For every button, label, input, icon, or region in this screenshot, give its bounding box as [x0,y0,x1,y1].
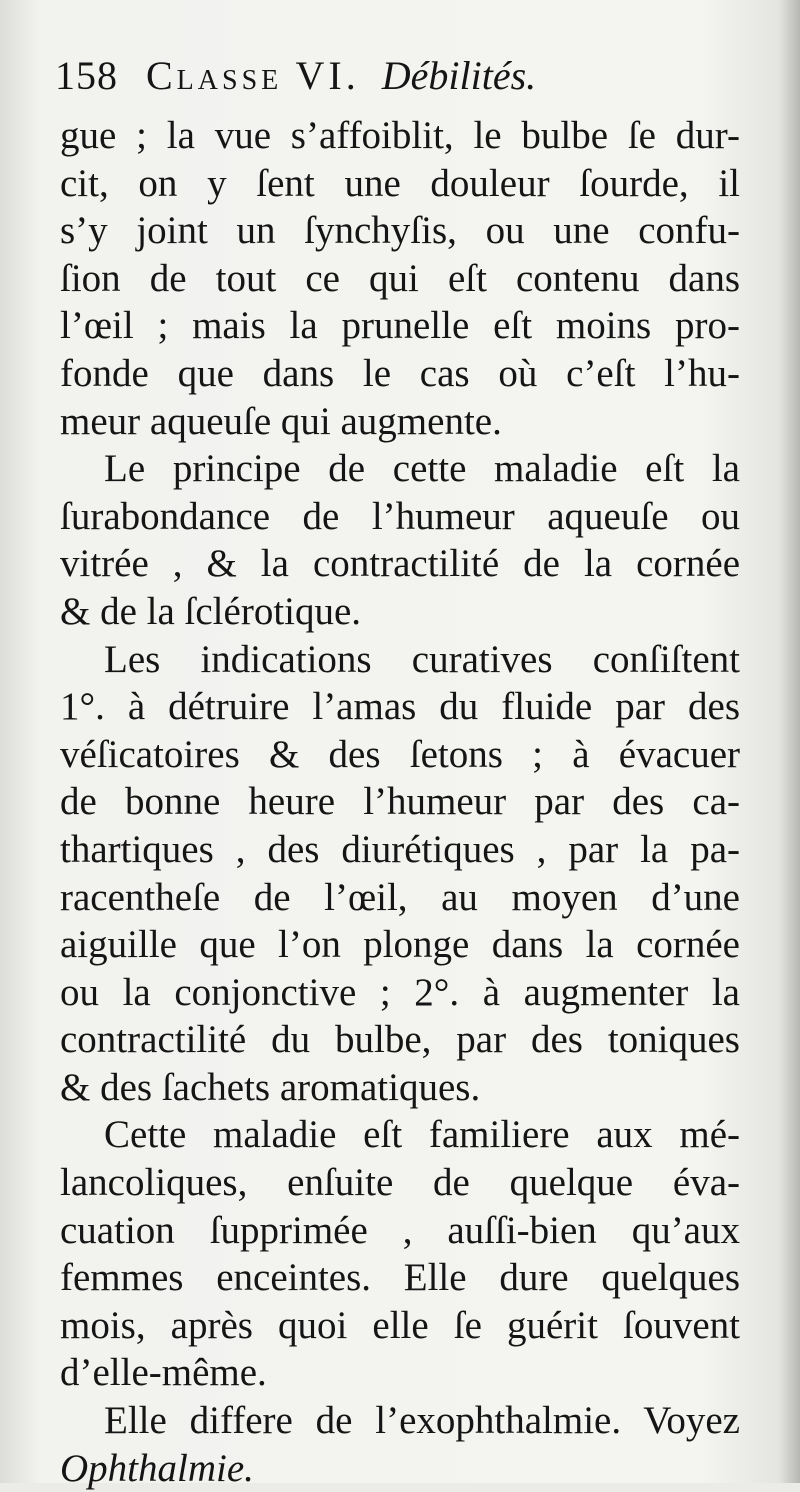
text-line: & des ſachets aromatiques. [60,1065,481,1109]
text-line: & de la ſclérotique. [60,589,362,633]
running-header [55,48,745,104]
text-line: thartiques , des diurétiques , par la pa- [60,827,740,871]
text-line: lancoliques, enſuite de quelque éva- [60,1161,740,1205]
text-line: ſurabondance de l’humeur aqueuſe ou [60,494,740,538]
text-line: gue ; la vue s’affoiblit, le bulbe ſe dur- [60,114,740,157]
body-text [60,112,740,1492]
text-line: Le principe de cette maladie eſt la [104,447,740,491]
text-line: femmes enceintes. Elle dure quelques [60,1256,740,1300]
text-line: véſicatoires & des ſetons ; à évacuer [60,732,740,776]
text-line: d’elle-même. [60,1351,267,1395]
text-line: Les indications curatives conſiſtent [104,637,740,681]
cross-reference-italic: Ophthalmie. [60,1446,254,1490]
text-line: de bonne heure l’humeur par des ca- [60,780,740,824]
page-number: 158 [55,53,118,98]
text-line: fonde que dans le cas où c’eſt l’hu- [60,351,740,395]
text-line: meur aqueuſe qui augmente. [60,399,502,443]
text-line: Cette maladie eſt familiere aux mé- [104,1113,740,1157]
section-title: Débilités. [381,53,537,98]
text-line: s’y joint un ſynchyſis, ou une confu- [60,209,740,253]
text-line: racentheſe de l’œil, au moyen d’une [60,875,740,919]
text-line: ſion de tout ce qui eſt contenu dans [60,256,740,300]
text-line: contractilité du bulbe, par des toniques [60,1018,740,1062]
text-line: Elle differe de l’exophthalmie. Voyez [104,1399,740,1443]
text-line: mois, après quoi elle ſe guérit ſouvent [60,1303,740,1347]
text-line: aiguille que l’on plonge dans la cornée [60,923,740,967]
text-line: 1°. à détruire l’amas du fluide par des [60,685,740,729]
page-gutter-shadow [778,0,800,1483]
text-line: cuation ſupprimée , auſſi-bien qu’aux [60,1208,740,1252]
text-line: ou la conjonctive ; 2°. à augmenter la [60,970,740,1014]
text-line: l’œil ; mais la prunelle eſt moins pro- [60,304,740,348]
text-line: cit, on y ſent une douleur ſourde, il [60,161,740,205]
class-title: Classe VI. [146,53,360,98]
text-line: vitrée , & la contractilité de la cornée [60,542,740,586]
